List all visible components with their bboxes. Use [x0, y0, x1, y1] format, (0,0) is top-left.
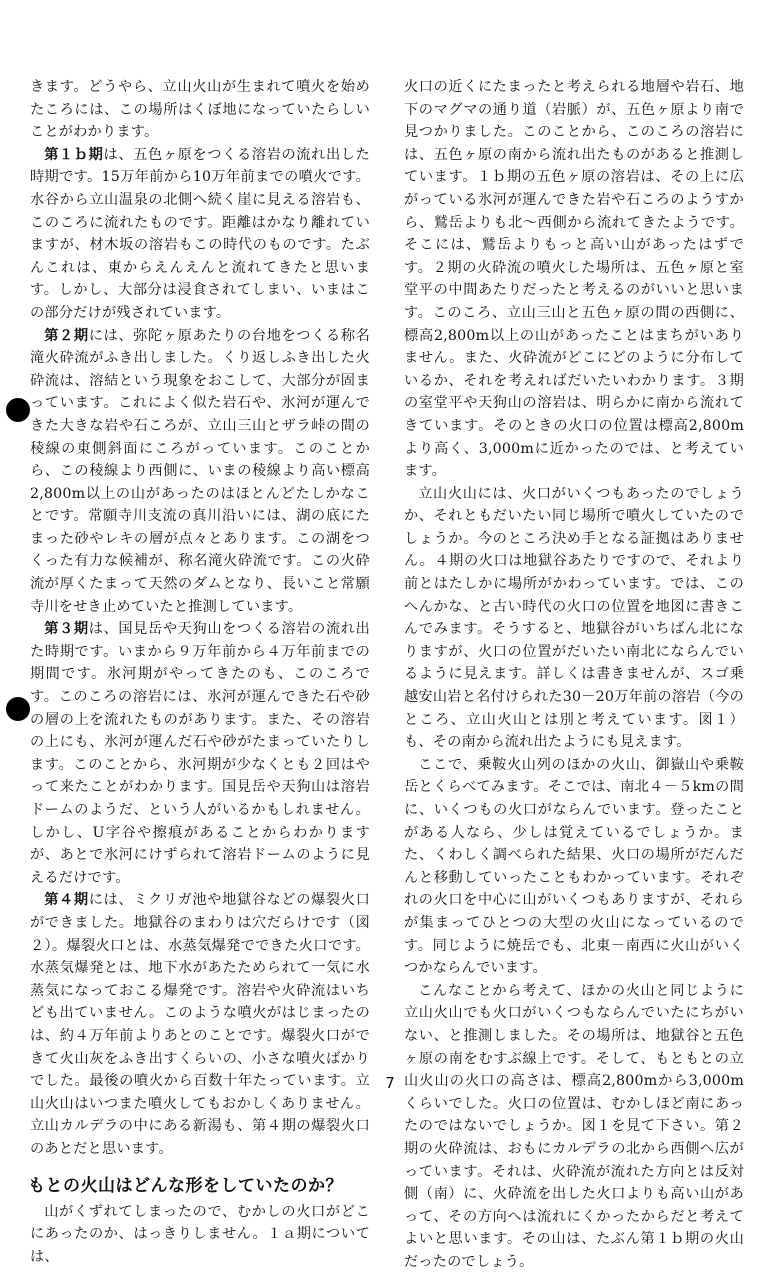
binding-hole-lower: [6, 697, 30, 721]
period-3-lead: 第３期: [44, 621, 89, 638]
paragraph-period-2: [30, 325, 370, 619]
paragraph-period-1b: [30, 144, 370, 325]
period-1b-text: は、五色ヶ原をつくる溶岩の流れ出した時期です。15万年前から10万年前までの噴火です。水谷から立山温泉の北側へ続く崖に見える溶岩も、このころに流れたものです。距離はかなり離れていますが、材木坂の溶岩もこの時代のものです。たぶんこれは、東からえんえんと流れてきたと思います。しかし、大部分は浸食されてしまい、いまはこの部分だけが残されています。: [30, 146, 370, 321]
page-number: 7: [385, 1074, 395, 1092]
period-2-text: には、弥陀ヶ原あたりの台地をつくる称名滝火砕流がふき出しました。くり返しふき出した火砕流は、溶結という現象をおこして、大部分が固まっています。これによく似た岩石や、氷河が運んできた大きな岩や石ころが、立山三山とザラ峠の間の稜線の東側斜面にころがっています。このことから、この稜線より西側に、いまの稜線より高い標高2,800m以上の山があったのはほとんどたしかなことです。常願寺川支流の真川沿いには、湖の底にたまった砂やレキの層が点々とあります。この湖をつくった有力な候補が、称名滝火砕流です。この火砕流が厚くたまって天然のダムとなり、長いこと常願寺川をせき止めていたと推測しています。: [30, 327, 370, 615]
paragraph-norikura-comparison: ここで、乗鞍火山列のほかの火山、御嶽山や乗鞍岳とくらべてみます。そこでは、南北４－５kmの間に、いくつもの火口がならんでいます。登ったことがある人なら、少しは覚えているでしょうか。また、くわしく調べられた結果、火口の場所がだんだんと移動していったこともわかっています。それぞれの火口を中心に山がいくつもありますが、それらが集まってひとつの大型の火山になっているのです。同じように焼岳でも、北東－南西に火山がいくつかならんでいます。: [404, 756, 744, 977]
paragraph-intro-continued: きます。どうやら、立山火山が生まれて噴火を始めたころには、この場所はくぼ地になっていたらしいことがわかります。: [30, 79, 370, 141]
period-4-text: には、ミクリガ池や地獄谷などの爆裂火口ができました。地獄谷のまわりは穴だらけです（図２）。爆裂火口とは、水蒸気爆発でできた火口です。水蒸気爆発とは、地下水があたためられて一気に水蒸気になっておこる爆発です。溶岩や火砕流はいちども出ていません。このような噴火がはじまったのは、約４万年前よりあとのことです。爆裂火口ができて火山灰をふき出すくらいの、小さな噴火ばかりでした。最後の噴火から百数十年たっています。立山火山はいつまた噴火してもおかしくありません。立山カルデラの中にある新湯も、第４期の爆裂火口のあとだと思います。: [30, 892, 370, 1157]
paragraph-period-3: [30, 618, 370, 889]
section-heading: もとの火山はどんな形をしていたのか？: [28, 1175, 343, 1196]
right-column: [404, 76, 744, 1273]
period-3-text: は、国見岳や天狗山をつくる溶岩の流れ出た時期です。いまから９万年前から４万年前までの期間です。氷河期がやってきたのも、このころです。このころの溶岩には、氷河が運んできた石や砂の層の上を流れたものがあります。また、その溶岩の上にも、氷河が運んだ石や砂がたまっていたりします。このことから、氷河期が少なくとも２回はやって来たことがわかります。国見岳や天狗山は溶岩ドームのようだ、という人がいるかもしれません。しかし、U字谷や擦痕があることからわかりますが、あとで氷河にけずられて溶岩ドームのように見えるだけです。: [30, 621, 370, 886]
period-2-lead: 第２期: [44, 327, 89, 344]
binding-hole-upper: [6, 398, 30, 422]
paragraph-multiple-craters: 立山火山には、火口がいくつもあったのでしょうか、それともだいたい同じ場所で噴火していたのでしょうか。今のところ決め手となる証拠はありません。４期の火口は地獄谷あたりですので、それより前とはたしかに場所がかわっています。では、このへんかな、と古い時代の火口の位置を地図に書きこんでみます。そうすると、地獄谷がいちばん北になりますが、火口の位置がだいたい南北にならんでいるように見えます。詳しくは書きませんが、スゴ乗越安山岩と名付けられた30－20万年前の溶岩（今のところ、立山火山とは別と考えています。図１）も、その南から流れ出たようにも見えます。: [404, 485, 744, 751]
period-1b-lead: 第１ｂ期: [44, 146, 104, 163]
paragraph-crater-evidence: 火口の近くにたまったと考えられる地層や岩石、地下のマグマの通り道（岩脈）が、五色ヶ原より南で見つかりました。このことから、このころの溶岩には、五色ヶ原の南から流れ出たものがあると推測しています。１ｂ期の五色ヶ原の溶岩は、その上に広がっている氷河が運んできた岩や石ころのようすから、鷲岳よりも北～西側から流れてきたようです。そこには、鷲岳よりもっと高い山があったはずです。２期の火砕流の噴火した場所は、五色ヶ原と室堂平の中間あたりだったと考えるのがいいと思います。このころ、立山三山と五色ヶ原の間の西側に、標高2,800m以上の山があったことはまちがいありません。また、火砕流がどこにどのように分布しているか、それを考えればだいたいわかります。３期の室堂平や天狗山の溶岩は、明らかに南から流れてきています。そのときの火口の位置は標高2,800mより高く、3,000mに近かったのでは、と考えています。: [404, 79, 744, 480]
period-4-lead: 第４期: [44, 892, 89, 909]
paragraph-period-4: [30, 889, 370, 1160]
paragraph-original-shape: 山がくずれてしまったので、むかしの火口がどこにあったのか、はっきりしません。１ａ期については、: [30, 1203, 370, 1265]
paragraph-conclusion: こんなことから考えて、ほかの火山と同じように立山火山でも火口がいくつもならんでいたにちがいない、と推測しました。その場所は、地獄谷と五色ヶ原の南をむすぶ線上です。そして、もともとの立山火山の火口の高さは、標高2,800mから3,000mくらいでした。火口の位置は、むかしほど南にあったのではないでしょうか。図１を見て下さい。第２期の火砕流は、おもにカルデラの北から西側へ広がっています。それは、火砕流が流れた方向とは反対側（南）に、火砕流を出した火口よりも高い山があって、その方向へは流れにくかったからだと考えてよいと思います。その山は、たぶん第１ｂ期の火山だったのでしょう。: [404, 982, 744, 1270]
